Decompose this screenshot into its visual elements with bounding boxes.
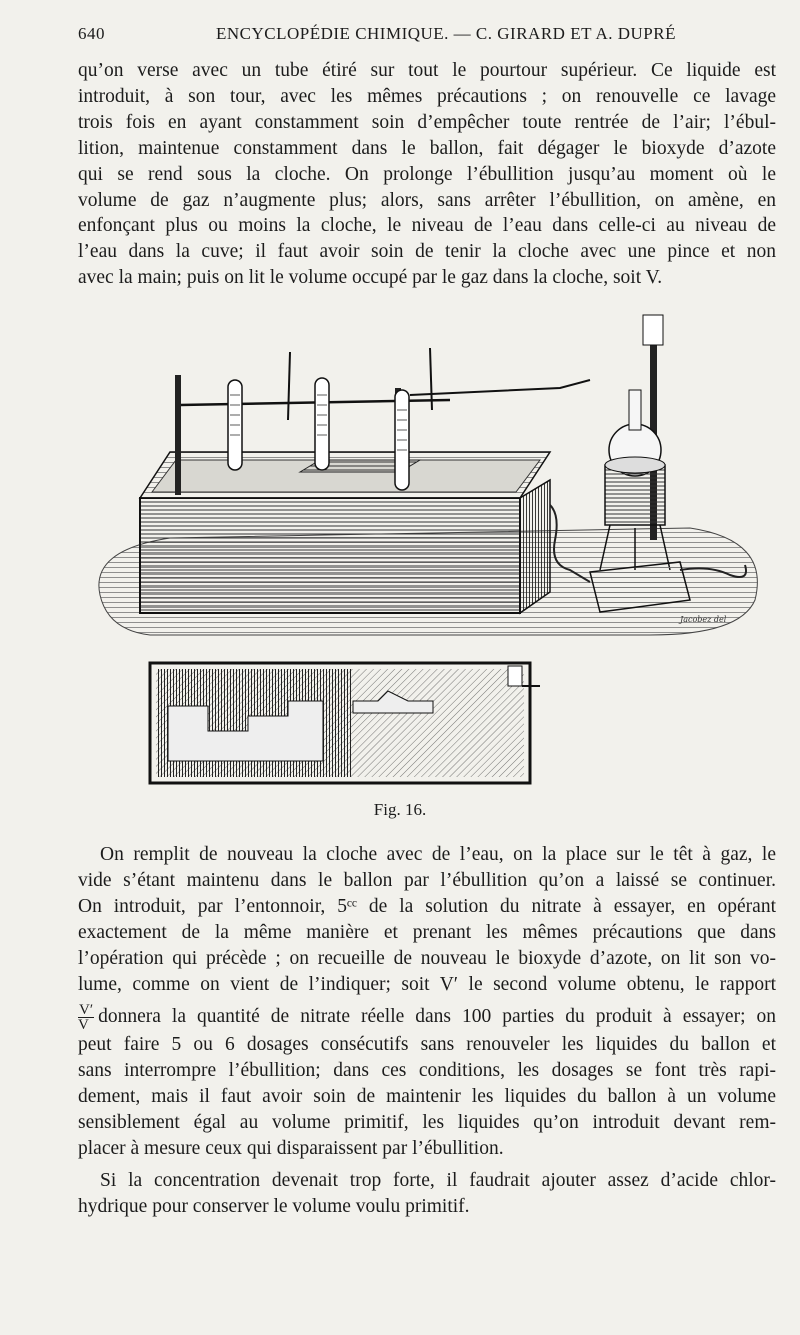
page-number: 640 — [78, 24, 105, 43]
paragraph-1 — [78, 58, 776, 291]
text-line: placer à mesure ceux qui disparaissent par l’ébullition. — [78, 1138, 504, 1160]
text-line: On introduit, par l’entonnoir, 5ᶜᶜ de la solution du nitrate à essayer, en opérant — [78, 895, 776, 917]
text-line: hydrique pour conserver le volume voulu primitif. — [78, 1195, 470, 1217]
text-line: sensiblement égal au volume primitif, les liquides qu’on introduit devant rem- — [78, 1112, 776, 1134]
fraction-denominator: V — [78, 1017, 89, 1034]
apparatus-engraving — [90, 300, 780, 660]
text-line: sans interrompre l’ébullition; dans ces conditions, les dosages se font très rapi- — [78, 1060, 776, 1082]
figure-caption: Fig. 16. — [373, 800, 427, 819]
tank-cross-section — [148, 661, 543, 786]
text-line: On remplit de nouveau la cloche avec de l’eau, on la place sur le têt à gaz, le — [100, 844, 776, 865]
text-line: dement, mais il faut avoir soin de maintenir les liquides du ballon à un volume — [78, 1086, 776, 1108]
fraction-numerator: V′ — [79, 1002, 94, 1019]
running-title: ENCYCLOPÉDIE CHIMIQUE. — C. GIRARD ET A. DUPRÉ — [216, 24, 676, 43]
text-line: lition, maintenue constamment dans le ballon, fait dégager le bioxyde d’azote — [78, 137, 776, 159]
fraction-v-prime-over-v — [78, 1003, 94, 1032]
paragraph-3 — [78, 1168, 776, 1220]
paragraph-2 — [78, 842, 776, 1162]
svg-text:Jacobez del: Jacobez del — [680, 615, 727, 624]
text-line: lume, comme on vient de l’indiquer; soit V′ le second volume obtenu, le rapport — [78, 973, 776, 995]
text-line: enfonçant plus ou moins la cloche, le niveau de l’eau dans celle-ci au niveau de — [78, 215, 776, 237]
text-line: vide s’étant maintenu dans le ballon par l’ébullition qu’on a laissé se continuer. — [78, 869, 776, 891]
text-line: qui se rend sous la cloche. On prolonge l’ébullition jusqu’au moment où le — [78, 163, 776, 185]
text-line: trois fois en ayant constamment soin d’empêcher toute rentrée de l’air; l’ébul- — [78, 111, 776, 133]
text-line: qu’on verse avec un tube étiré sur tout le pourtour supérieur. Ce liquide est — [78, 60, 776, 81]
text-line: volume de gaz n’augmente plus; alors, sans arrêter l’ébullition, on amène, en — [78, 189, 776, 211]
text-line: Si la concentration devenait trop forte, il faudrait ajouter assez d’acide chlor- — [100, 1170, 776, 1191]
running-header — [78, 24, 776, 48]
text-line: avec la main; puis on lit le volume occupé par le gaz dans la cloche, soit V. — [78, 267, 663, 289]
text-line: peut faire 5 ou 6 dosages consécutifs sans renouveler les liquides du ballon et — [78, 1034, 776, 1056]
text-line: l’opération qui précède ; on recueille de nouveau le bioxyde d’azote, on lit son vo- — [78, 947, 776, 969]
text-line: l’eau dans la cuve; il faut avoir soin de tenir la cloche avec une pince et non — [78, 241, 776, 263]
fraction-line — [78, 1003, 776, 1032]
text-line: donnera la quantité de nitrate réelle dans 100 parties du produit à essayer; on — [98, 1006, 776, 1028]
text-line: exactement de la même manière et prenant les mêmes précautions que dans — [78, 921, 776, 943]
text-line: introduit, à son tour, avec les mêmes précautions ; on renouvelle ce lavage — [78, 85, 776, 107]
